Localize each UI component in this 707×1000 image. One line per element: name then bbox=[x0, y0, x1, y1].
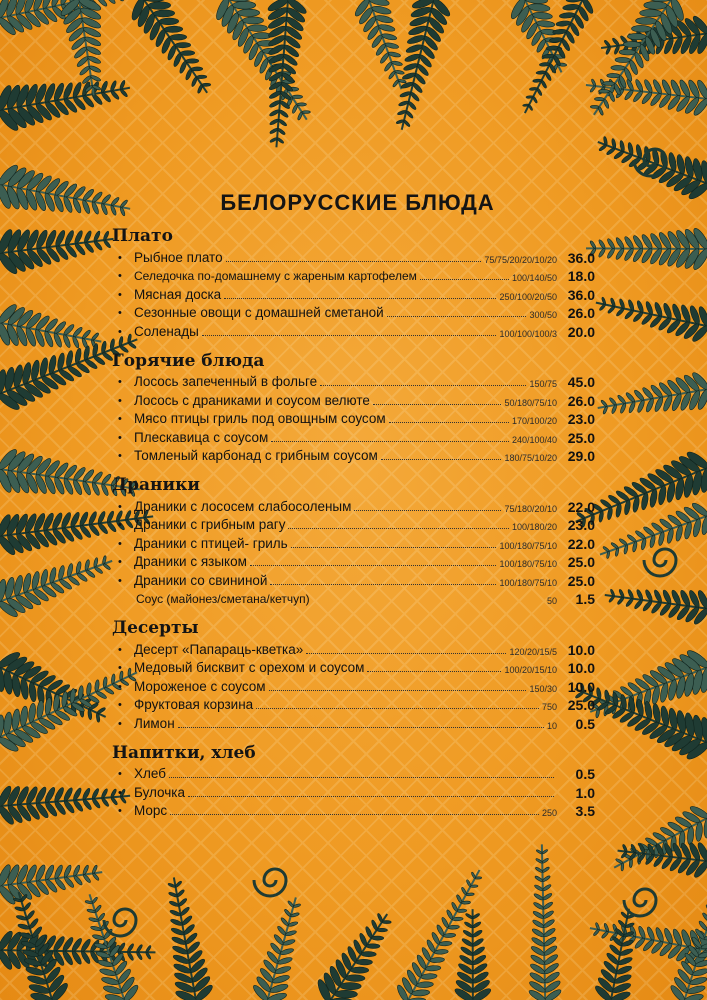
bullet-icon: • bbox=[118, 519, 122, 531]
item-price: 23.0 bbox=[567, 517, 595, 533]
fiddlehead bbox=[254, 869, 286, 896]
item-price: 22.0 bbox=[567, 498, 595, 515]
fern-frond bbox=[0, 80, 130, 133]
bullet-icon: • bbox=[118, 699, 122, 711]
bullet-icon: • bbox=[118, 717, 122, 730]
bullet-icon: • bbox=[118, 450, 122, 462]
bullet-icon: • bbox=[118, 251, 122, 264]
item-price: 36.0 bbox=[567, 286, 595, 303]
menu-item: • Мороженое с соусом 150/30 10.0 bbox=[118, 678, 595, 695]
menu-item: • Морс 250 3.5 bbox=[118, 803, 595, 819]
fiddlehead bbox=[644, 549, 676, 576]
menu-item: • Селедочка по-домашнему с жареным картофелем 100/140/50 18.0 bbox=[118, 268, 595, 284]
page-title: БЕЛОРУССКИЕ БЛЮДА bbox=[220, 190, 495, 215]
menu-item: • Булочка 1.0 bbox=[118, 784, 595, 801]
bullet-icon: • bbox=[118, 768, 122, 780]
item-price: 1.5 bbox=[575, 591, 595, 607]
bullet-icon: • bbox=[118, 500, 122, 513]
menu-item: • Драники с грибным рагу 100/180/20 23.0 bbox=[118, 517, 595, 533]
item-price: 20.0 bbox=[567, 323, 595, 340]
fern-frond bbox=[598, 371, 707, 415]
item-price: 23.0 bbox=[567, 411, 595, 427]
item-price: 25.0 bbox=[567, 554, 595, 570]
section-title: Горячие блюда bbox=[112, 350, 265, 371]
fern-frond bbox=[0, 228, 114, 276]
bullet-icon: • bbox=[118, 431, 122, 444]
item-price: 45.0 bbox=[567, 374, 595, 390]
fern-frond bbox=[168, 877, 215, 1000]
fern-frond bbox=[396, 0, 452, 130]
bullet-icon: • bbox=[118, 394, 122, 407]
fern-frond bbox=[596, 297, 707, 344]
menu-content bbox=[110, 190, 595, 830]
item-price: 25.0 bbox=[567, 572, 595, 589]
item-price: 26.0 bbox=[567, 392, 595, 409]
fern-frond bbox=[130, 0, 211, 94]
fern-frond bbox=[251, 897, 301, 1000]
menu-item: • Драники с птицей- гриль 100/180/75/10 22.0 bbox=[118, 535, 595, 552]
bullet-icon: • bbox=[118, 662, 122, 674]
item-price: 10.0 bbox=[567, 641, 595, 658]
menu-item: • Десерт «Папараць-кветка» 120/20/15/5 10.0 bbox=[118, 641, 595, 658]
bullet-icon: • bbox=[118, 307, 122, 319]
menu-item: • Рыбное плато 75/75/20/20/10/20 36.0 bbox=[118, 249, 595, 266]
item-price: 10.0 bbox=[567, 678, 595, 695]
fern-frond bbox=[618, 841, 707, 879]
section-hot-dishes bbox=[110, 351, 595, 466]
fern-frond bbox=[605, 589, 707, 626]
section-desserts bbox=[110, 618, 595, 733]
item-price: 36.0 bbox=[567, 249, 595, 266]
fern-frond bbox=[353, 0, 406, 89]
item-price: 1.0 bbox=[575, 784, 595, 801]
section-plato bbox=[110, 226, 595, 341]
menu-item: • Хлеб 0.5 bbox=[118, 766, 595, 782]
section-title: Десерты bbox=[112, 618, 199, 638]
menu-item: • Мясная доска 250/100/20/50 36.0 bbox=[118, 286, 595, 303]
menu-item: • Медовый бисквит с орехом и соусом 100/20/15/10 10.0 bbox=[118, 660, 595, 676]
menu-item: • Драники с лососем слабосоленым 75/180/20/10 22.0 bbox=[118, 498, 595, 515]
item-price: 0.5 bbox=[575, 715, 595, 732]
section-draniki bbox=[110, 475, 595, 608]
bullet-icon: • bbox=[118, 376, 122, 388]
menu-item: • Плескавица с соусом 240/100/40 25.0 bbox=[118, 429, 595, 446]
bullet-icon: • bbox=[118, 288, 122, 301]
menu-item: • Драники со свининой 100/180/75/10 25.0 bbox=[118, 572, 595, 589]
menu-item: • Лимон 10 0.5 bbox=[118, 715, 595, 732]
bullet-icon: • bbox=[118, 413, 122, 425]
menu-item: • Мясо птицы гриль под овощным соусом 170/100/20 23.0 bbox=[118, 411, 595, 427]
fiddlehead bbox=[624, 889, 656, 916]
fern-frond bbox=[586, 226, 707, 271]
bullet-icon: • bbox=[118, 325, 122, 338]
fern-frond bbox=[59, 0, 102, 95]
menu-item: • Фруктовая корзина 750 25.0 bbox=[118, 697, 595, 713]
menu-item: • Лосось с драниками и соусом велюте 50/180/75/10 26.0 bbox=[118, 392, 595, 409]
item-price: 29.0 bbox=[567, 448, 595, 464]
fern-frond bbox=[576, 449, 707, 527]
item-price: 26.0 bbox=[567, 305, 595, 321]
item-price: 25.0 bbox=[567, 697, 595, 713]
item-price: 18.0 bbox=[567, 268, 595, 284]
menu-item: • Сезонные овощи с домашней сметаной 300/50 26.0 bbox=[118, 305, 595, 321]
fern-frond bbox=[316, 913, 392, 1000]
section-title: Напитки, хлеб bbox=[112, 742, 256, 763]
fern-frond bbox=[600, 501, 707, 559]
item-price: 25.0 bbox=[567, 429, 595, 446]
menu-item: • Томленый карбонад с грибным соусом 180/75/10/20 29.0 bbox=[118, 448, 595, 464]
menu-item-sauce: Соус (майонез/сметана/кетчуп) 50 1.5 bbox=[136, 591, 595, 607]
item-price: 10.0 bbox=[567, 660, 595, 676]
section-title: Драники bbox=[112, 475, 200, 495]
item-price: 3.5 bbox=[575, 803, 595, 819]
menu-item: • Соленады 100/100/100/3 20.0 bbox=[118, 323, 595, 340]
fern-frond bbox=[528, 844, 563, 1000]
bullet-icon: • bbox=[118, 574, 122, 587]
item-price: 22.0 bbox=[567, 535, 595, 552]
item-price: 0.5 bbox=[575, 766, 595, 782]
section-title: Плато bbox=[112, 226, 173, 246]
fern-frond bbox=[598, 136, 707, 201]
menu-item: • Драники с языком 100/180/75/10 25.0 bbox=[118, 554, 595, 570]
bullet-icon: • bbox=[118, 805, 122, 817]
fern-frond bbox=[593, 909, 635, 1000]
menu-item: • Лосось запеченный в фольге 150/75 45.0 bbox=[118, 374, 595, 390]
bullet-icon: • bbox=[118, 680, 122, 693]
bullet-icon: • bbox=[118, 556, 122, 568]
fern-frond bbox=[0, 555, 112, 619]
bullet-icon: • bbox=[118, 537, 122, 550]
section-drinks-bread bbox=[110, 743, 595, 821]
bullet-icon: • bbox=[118, 270, 122, 282]
bullet-icon: • bbox=[118, 643, 122, 656]
fern-frond bbox=[453, 909, 492, 1000]
bullet-icon: • bbox=[118, 786, 122, 799]
fern-frond bbox=[0, 302, 101, 349]
